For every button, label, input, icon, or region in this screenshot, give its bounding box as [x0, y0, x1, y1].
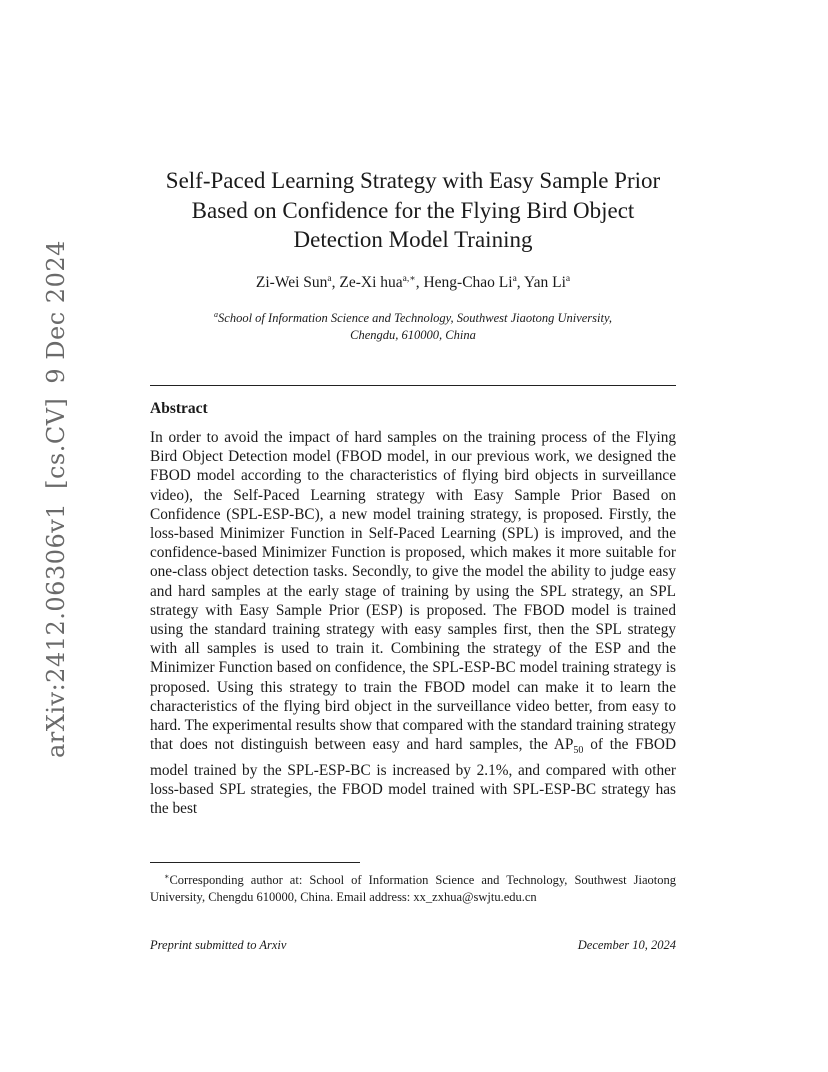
affiliation	[200, 306, 626, 344]
abstract-heading: Abstract	[150, 400, 208, 417]
author-name: Ze-Xi hua	[339, 274, 403, 292]
arxiv-side-stamp	[38, 240, 74, 758]
abstract-text-part-2: of the FBOD model trained by the SPL-ESP-BC is increased by 2.1%, and compared with other loss-based SPL strategies, the FBOD model trained with SPL-ESP-BC strategy has the best	[150, 736, 677, 817]
preprint-date: December 10, 2024	[577, 938, 676, 952]
arxiv-date: 9 Dec 2024	[42, 240, 70, 384]
header-divider	[150, 385, 676, 386]
author-list: Zi-Wei Sun$^a$, Ze-Xi hua$^{a,∗}$, Heng-Chao Li$^a$, Yan Li$^a$	[255, 274, 571, 292]
paper-title: Self-Paced Learning Strategy with Easy Sample Prior Based on Confidence for the Flying Bird Object Detection Model Training	[165, 168, 661, 252]
affiliation-mark: a	[214, 310, 219, 319]
preprint-note: Preprint submitted to Arxiv	[150, 938, 287, 952]
footnote	[150, 868, 676, 906]
footnote-divider	[150, 862, 360, 863]
author-mark: a	[512, 274, 517, 284]
arxiv-id: arXiv:2412.06306v1	[42, 502, 70, 758]
footnote-mark: ∗	[164, 872, 170, 881]
author-name: Yan Li	[523, 274, 566, 292]
arxiv-category: [cs.CV]	[42, 397, 70, 489]
abstract-text	[150, 428, 676, 818]
abstract-text-part-1: In order to avoid the impact of hard samples on the training process of the Flying Bird Object Detection model (FBOD model, in our previous work, we designed the FBOD model according to the characteristics of flying bird objects in surveillance video), the Self-Paced Learning strategy with Easy Sample Prior Based on Confidence (SPL-ESP-BC), a new model training strategy, is proposed. Firstly, the loss-based Minimizer Function in Self-Paced Learning (SPL) is improved, and the confidence-based Minimizer Function is proposed, which makes it more suitable for one-class object detection tasks. Secondly, to give the model the ability to judge easy and hard samples at the early stage of training by using the SPL strategy, an SPL strategy with Easy Sample Prior (ESP) is proposed. The FBOD model is trained using the standard training strategy with easy samples first, then the SPL strategy with all samples is used to train it. Combining the strategy of the ESP and the Minimizer Function based on confidence, the SPL-ESP-BC model training strategy is proposed. Using this strategy to train the FBOD model can make it to learn the characteristics of the flying bird object in the surveillance video better, from easy to hard. The experimental results show that compared with the standard training strategy that does not distinguish between easy and hard samples, the AP	[150, 429, 676, 754]
author-mark: a	[327, 274, 332, 284]
author-name: Zi-Wei Sun	[255, 274, 328, 292]
ap-subscript: 50	[573, 745, 584, 757]
author-mark: a	[565, 274, 571, 284]
footnote-text: Corresponding author at: School of Information Science and Technology, Southwest Jiaotong University, Chengdu 610000, China. Email address: xx_zxhua@swjtu.edu.cn	[150, 873, 676, 905]
affiliation-text: School of Information Science and Technology, Southwest Jiaotong University, Chengdu, 610000, China	[218, 311, 612, 343]
author-mark: a,∗	[402, 274, 416, 284]
author-name: Heng-Chao Li	[423, 274, 513, 292]
